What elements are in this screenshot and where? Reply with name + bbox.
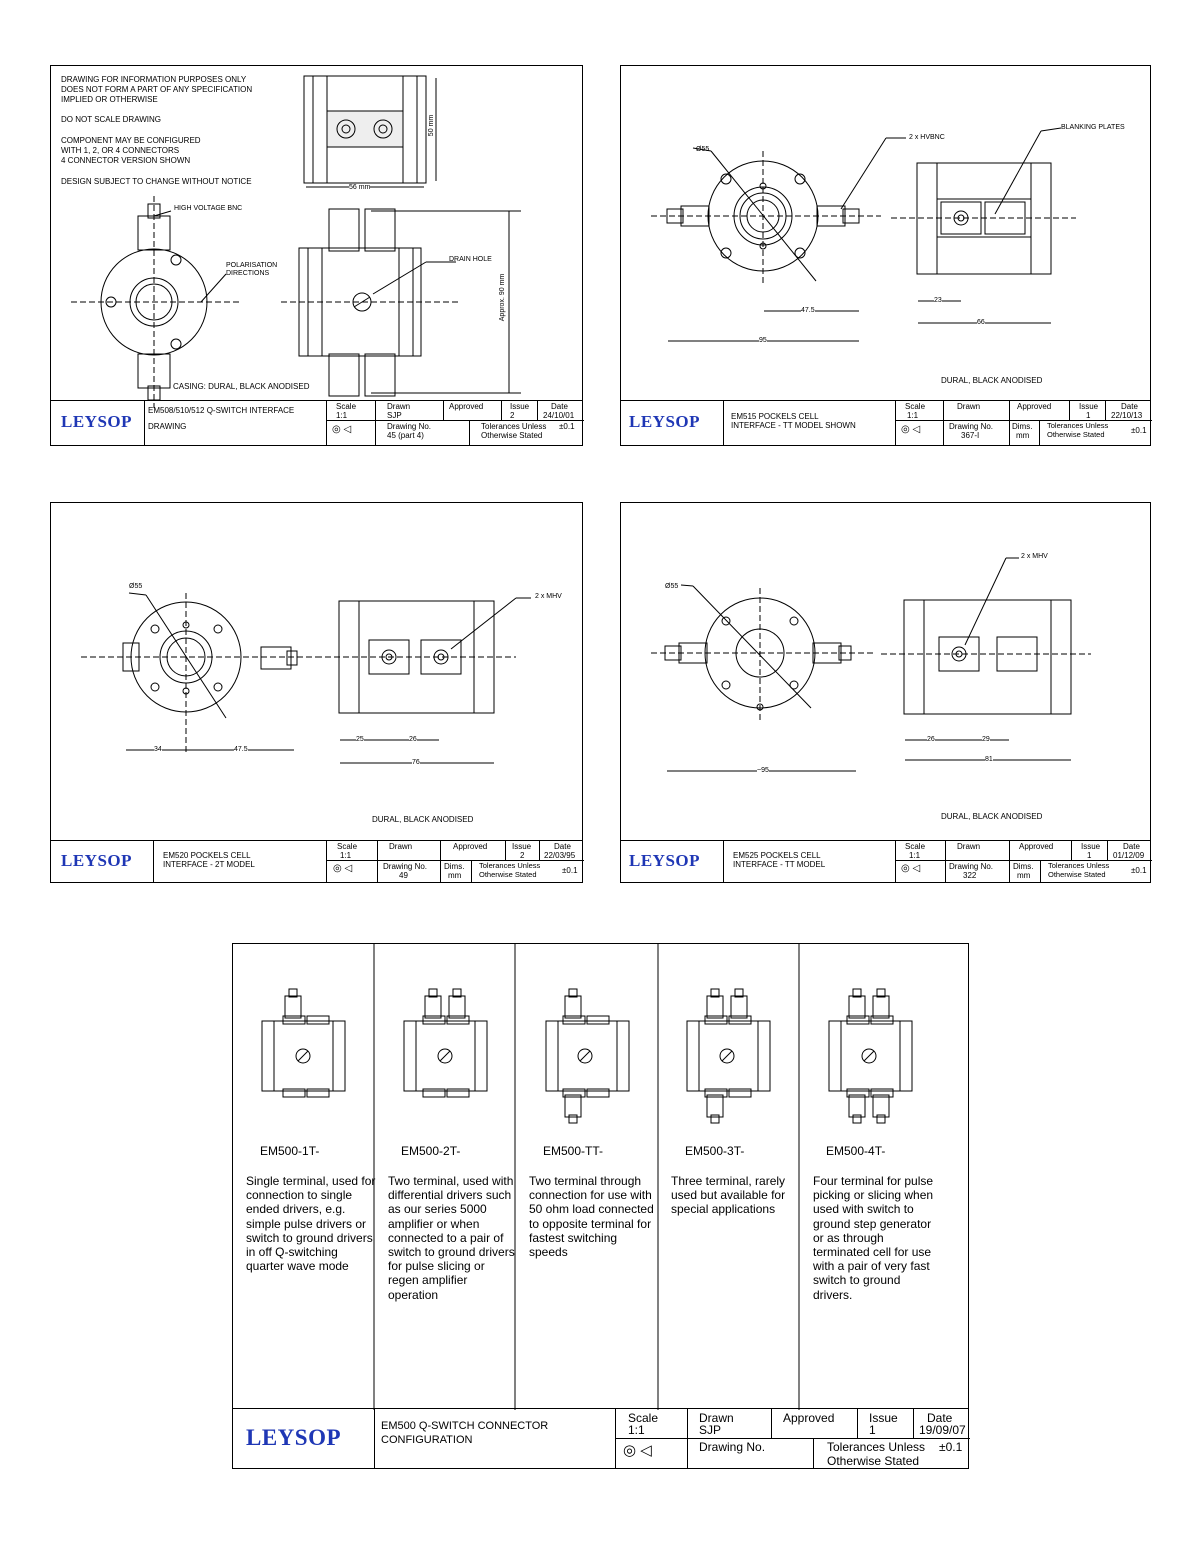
subtitle-text: DRAWING — [148, 422, 187, 431]
scale-label: Scale — [905, 402, 926, 411]
drawing-no-value: 367-I — [961, 431, 980, 440]
projection-symbol: ◎ ◁ — [333, 863, 353, 874]
tolerance-value: ±0.1 — [1131, 866, 1147, 875]
label-mhv: 2 x MHV — [535, 593, 562, 600]
note-line-7: 4 CONNECTOR VERSION SHOWN — [61, 156, 191, 165]
issue-value: 2 — [520, 851, 525, 860]
date-label: Date — [1121, 402, 1138, 411]
tolerance-text-1: Tolerances Unless — [1047, 421, 1109, 430]
issue-value: 1 — [869, 1423, 876, 1437]
issue-label: Issue — [1081, 842, 1101, 851]
approved-label: Approved — [453, 842, 488, 851]
tolerance-value: ±0.1 — [1131, 426, 1147, 435]
drawn-label: Drawn — [957, 402, 981, 411]
title-block — [51, 840, 582, 882]
tolerance-text-1: Tolerances Unless — [1048, 861, 1110, 870]
dims-value: mm — [448, 871, 462, 880]
dims-label: Dims. — [1013, 862, 1034, 871]
drawing-sheet-em515 — [620, 65, 1151, 446]
label-diameter: Ø55 — [696, 146, 710, 153]
scale-value: 1:1 — [909, 851, 921, 860]
label-diameter: Ø55 — [129, 583, 143, 590]
drawing-sheet-em508 — [50, 65, 583, 446]
model-name-1t: EM500-1T- — [260, 1144, 320, 1158]
brand-logo: LEYSOP — [629, 851, 701, 870]
label-drain-hole: DRAIN HOLE — [449, 256, 492, 263]
date-value: 22/10/13 — [1111, 411, 1143, 420]
drawn-label: Drawn — [957, 842, 981, 851]
subtitle-text: CONFIGURATION — [381, 1434, 473, 1446]
model-name-4t: EM500-4T- — [826, 1144, 886, 1158]
scale-value: 1:1 — [336, 411, 348, 420]
title-text: EM508/510/512 Q-SWITCH INTERFACE — [148, 406, 295, 415]
label-directions: DIRECTIONS — [226, 270, 270, 277]
drawing-no-value: 45 (part 4) — [387, 431, 424, 440]
brand-logo: LEYSOP — [629, 412, 701, 431]
drawing-no-label: Drawing No. — [949, 422, 994, 431]
issue-value: 2 — [510, 411, 515, 420]
drawing-no-label: Drawing No. — [699, 1440, 766, 1454]
label-47-5: 47.5 — [801, 307, 815, 314]
date-value: 24/10/01 — [543, 411, 575, 420]
label-56mm: 56 mm — [349, 184, 371, 191]
drawing-no-value: 49 — [399, 871, 408, 880]
note-line-3: IMPLIED OR OTHERWISE — [61, 95, 158, 104]
scale-label: Scale — [628, 1411, 659, 1425]
date-label: Date — [1123, 842, 1140, 851]
label-90mm: Approx. 90 mm — [499, 273, 507, 322]
drawing-sheet-em520 — [50, 502, 583, 883]
brand-logo: LEYSOP — [61, 412, 133, 431]
title-block — [233, 1408, 968, 1468]
model-name-2t: EM500-2T- — [401, 1144, 461, 1158]
label-hv-bnc: HIGH VOLTAGE BNC — [174, 205, 243, 212]
drawn-label: Drawn — [389, 842, 413, 851]
model-name-3t: EM500-3T- — [685, 1144, 745, 1158]
label-blanking: BLANKING PLATES — [1061, 124, 1125, 131]
date-value: 22/03/95 — [544, 851, 576, 860]
approved-label: Approved — [783, 1411, 835, 1425]
scale-value: 1:1 — [340, 851, 352, 860]
tolerance-text-1: Tolerances Unless — [827, 1440, 926, 1454]
drawn-label: Drawn — [699, 1411, 734, 1425]
tolerance-text-2: Otherwise Stated — [1047, 430, 1105, 439]
model-desc-1t: Single terminal, used for connection to single ended drivers, e.g. simple pulse drivers or switch to ground drivers in off Q-switching quarter wave mode — [246, 1174, 376, 1274]
dims-label: Dims. — [1012, 422, 1033, 431]
scale-label: Scale — [337, 842, 358, 851]
subtitle-text: INTERFACE - TT MODEL SHOWN — [731, 421, 856, 430]
label-25: 25 — [356, 736, 364, 743]
label-casing: CASING: DURAL, BLACK ANODISED — [173, 382, 310, 391]
title-block — [621, 840, 1150, 882]
dims-value: mm — [1017, 871, 1031, 880]
title-text: EM515 POCKELS CELL — [731, 412, 819, 421]
issue-label: Issue — [869, 1411, 898, 1425]
scale-label: Scale — [905, 842, 926, 851]
projection-symbol: ◎ ◁ — [901, 424, 921, 435]
tolerance-text-2: Otherwise Stated — [479, 870, 537, 879]
dims-label: Dims. — [444, 862, 465, 871]
note-line-8: DESIGN SUBJECT TO CHANGE WITHOUT NOTICE — [61, 177, 252, 186]
drawn-label: Drawn — [387, 402, 411, 411]
drawing-sheet-em500 — [232, 943, 969, 1469]
model-desc-tt: Two terminal through connection for use with 50 ohm load connected to opposite terminal for fastest switching speeds — [529, 1174, 654, 1260]
label-23: 23 — [934, 297, 942, 304]
title-text: EM525 POCKELS CELL — [733, 851, 821, 860]
drawing-no-label: Drawing No. — [383, 862, 428, 871]
drawn-value: SJP — [699, 1423, 722, 1437]
title-text: EM520 POCKELS CELL — [163, 851, 251, 860]
label-material: DURAL, BLACK ANODISED — [941, 812, 1043, 821]
note-line-1: DRAWING FOR INFORMATION PURPOSES ONLY — [61, 75, 247, 84]
tolerance-value: ±0.1 — [939, 1440, 963, 1454]
model-name-tt: EM500-TT- — [543, 1144, 604, 1158]
date-label: Date — [551, 402, 568, 411]
label-95: 95 — [759, 337, 767, 344]
tolerance-text-1: Tolerances Unless — [479, 861, 541, 870]
label-34: 34 — [154, 746, 162, 753]
tolerance-text-2: Otherwise Stated — [1048, 870, 1106, 879]
projection-symbol: ◎ ◁ — [901, 863, 921, 874]
tolerance-text-2: Otherwise Stated — [827, 1454, 920, 1468]
label-81: 81 — [985, 756, 993, 763]
label-47-5: 47.5 — [234, 746, 248, 753]
model-desc-3t: Three terminal, rarely used but available for special applications — [671, 1174, 786, 1217]
note-line-5: COMPONENT MAY BE CONFIGURED — [61, 136, 201, 145]
drawn-value: SJP — [387, 411, 402, 420]
brand-logo: LEYSOP — [246, 1425, 342, 1450]
issue-value: 1 — [1087, 851, 1092, 860]
issue-label: Issue — [512, 842, 532, 851]
subtitle-text: INTERFACE - 2T MODEL — [163, 860, 255, 869]
issue-value: 1 — [1086, 411, 1091, 420]
drawing-no-label: Drawing No. — [387, 422, 432, 431]
approved-label: Approved — [1017, 402, 1052, 411]
note-line-2: DOES NOT FORM A PART OF ANY SPECIFICATION — [61, 85, 253, 94]
tolerance-value: ±0.1 — [559, 422, 575, 431]
label-26: 26 — [409, 736, 417, 743]
technical-drawing-em520 — [51, 503, 584, 884]
date-value: 01/12/09 — [1113, 851, 1145, 860]
approved-label: Approved — [1019, 842, 1054, 851]
brand-logo: LEYSOP — [61, 851, 133, 870]
drawing-sheet-em525 — [620, 502, 1151, 883]
tolerance-text-1: Tolerances Unless — [481, 422, 547, 431]
date-value: 19/09/07 — [919, 1423, 966, 1437]
label-29: 29 — [982, 736, 990, 743]
label-66: 66 — [977, 319, 985, 326]
label-95: ~95 — [757, 767, 769, 774]
model-desc-2t: Two terminal, used with differential drivers such as our series 5000 amplifier or when connected to a pair of switch to ground drivers for pulse slicing or regen amplifier operation — [388, 1174, 515, 1302]
model-desc-4t: Four terminal for pulse picking or slicing when used with switch to ground step generator or as through terminated cell for use with a pair of very fast switch to ground drivers. — [813, 1174, 934, 1302]
label-polarisation: POLARISATION — [226, 262, 278, 269]
projection-symbol: ◎ ◁ — [332, 424, 352, 435]
label-mhv: 2 x MHV — [1021, 553, 1048, 560]
technical-drawing-em525 — [621, 503, 1152, 884]
label-hvbnc: 2 x HVBNC — [909, 134, 945, 141]
date-label: Date — [554, 842, 571, 851]
tolerance-text-2: Otherwise Stated — [481, 431, 543, 440]
scale-value: 1:1 — [907, 411, 919, 420]
tolerance-value: ±0.1 — [562, 866, 578, 875]
label-material: DURAL, BLACK ANODISED — [372, 815, 474, 824]
drawing-no-value: 322 — [963, 871, 977, 880]
label-76: 76 — [412, 759, 420, 766]
drawing-no-label: Drawing No. — [949, 862, 994, 871]
projection-symbol: ◎ ◁ — [623, 1442, 652, 1459]
title-text: EM500 Q-SWITCH CONNECTOR — [381, 1420, 549, 1432]
label-material: DURAL, BLACK ANODISED — [941, 376, 1043, 385]
dims-value: mm — [1016, 431, 1030, 440]
note-line-4: DO NOT SCALE DRAWING — [61, 115, 162, 124]
scale-value: 1:1 — [628, 1423, 645, 1437]
subtitle-text: INTERFACE - TT MODEL — [733, 860, 826, 869]
scale-label: Scale — [336, 402, 357, 411]
title-block — [51, 400, 582, 445]
label-diameter: Ø55 — [665, 583, 679, 590]
date-label: Date — [927, 1411, 953, 1425]
label-26: 26 — [927, 736, 935, 743]
issue-label: Issue — [510, 402, 530, 411]
title-block — [621, 400, 1150, 445]
issue-label: Issue — [1079, 402, 1099, 411]
note-line-6: WITH 1, 2, OR 4 CONNECTORS — [61, 146, 180, 155]
approved-label: Approved — [449, 402, 484, 411]
label-50mm: 50 mm — [428, 114, 436, 137]
